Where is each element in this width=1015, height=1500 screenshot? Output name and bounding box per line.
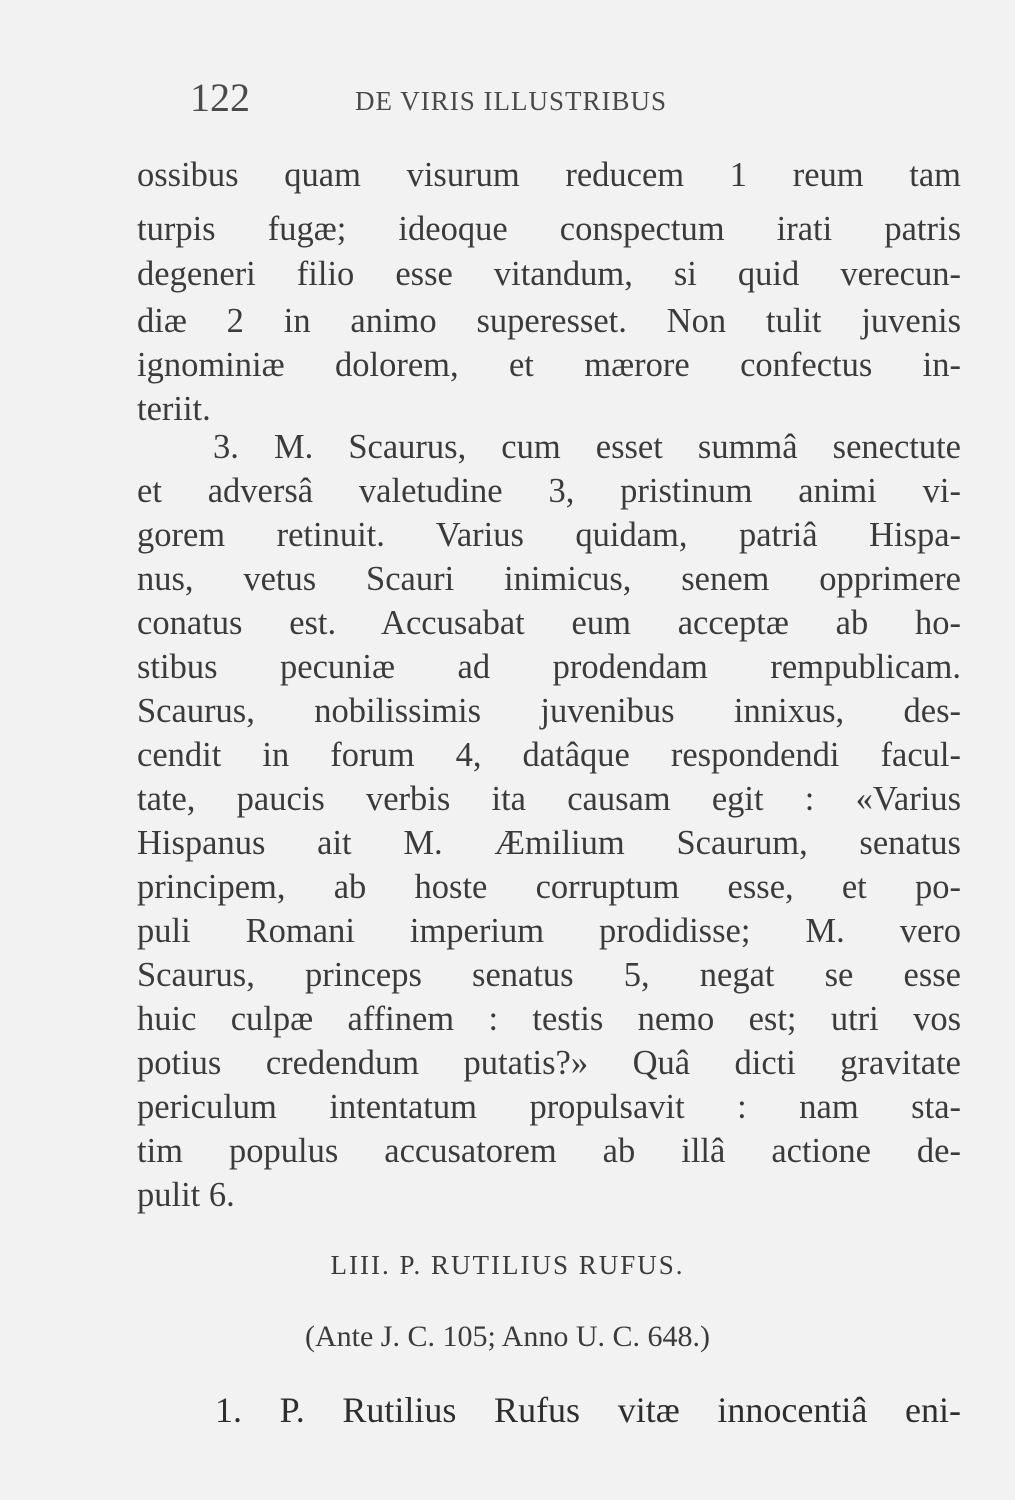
- text-line: et adversâ valetudine 3, pristinum animi vi-: [137, 472, 961, 510]
- text-line: periculum intentatum propulsavit : nam sta-: [137, 1088, 961, 1126]
- page-header: [190, 74, 960, 124]
- text-line: huic culpæ affinem : testis nemo est; utri vos: [137, 1000, 961, 1038]
- text-line: tate, paucis verbis ita causam egit : «Varius: [137, 780, 961, 818]
- text-line: principem, ab hoste corruptum esse, et po-: [137, 868, 961, 906]
- running-head: DE VIRIS ILLUSTRIBUS: [355, 86, 668, 116]
- text-line: Scaurus, nobilissimis juvenibus innixus, des-: [137, 692, 961, 730]
- text-line: stibus pecuniæ ad prodendam rempublicam.: [137, 648, 961, 686]
- text-line: Hispanus ait M. Æmilium Scaurum, senatus: [137, 824, 961, 862]
- text-line: pulit 6.: [137, 1176, 235, 1214]
- text-line: 3. M. Scaurus, cum esset summâ senectute: [213, 428, 961, 466]
- text-line: ignominiæ dolorem, et mærore confectus in-: [137, 346, 961, 384]
- text-line: tim populus accusatorem ab illâ actione de-: [137, 1132, 961, 1170]
- text-line: 1. P. Rutilius Rufus vitæ innocentiâ eni-: [215, 1390, 961, 1430]
- text-line: ossibus quam visurum reducem 1 reum tam: [137, 156, 961, 194]
- text-line: degeneri filio esse vitandum, si quid verecun-: [137, 255, 961, 293]
- text-line: teriit.: [137, 390, 211, 428]
- text-line: gorem retinuit. Varius quidam, patriâ Hispa-: [137, 516, 961, 554]
- page-number: 122: [190, 75, 250, 120]
- text-line: turpis fugæ; ideoque conspectum irati patris: [137, 210, 961, 248]
- text-line: cendit in forum 4, datâque respondendi facul-: [137, 736, 961, 774]
- text-line: conatus est. Accusabat eum acceptæ ab ho-: [137, 604, 961, 642]
- section-heading: LIII. P. RUTILIUS RUFUS.: [330, 1250, 685, 1280]
- text-line: diæ 2 in animo superesset. Non tulit juvenis: [137, 302, 961, 340]
- text-line: nus, vetus Scauri inimicus, senem opprimere: [137, 560, 961, 598]
- text-line: Scaurus, princeps senatus 5, negat se esse: [137, 956, 961, 994]
- text-line: potius credendum putatis?» Quâ dicti gravitate: [137, 1044, 961, 1082]
- section-date: (Ante J. C. 105; Anno U. C. 648.): [305, 1320, 710, 1353]
- text-line: puli Romani imperium prodidisse; M. vero: [137, 912, 961, 950]
